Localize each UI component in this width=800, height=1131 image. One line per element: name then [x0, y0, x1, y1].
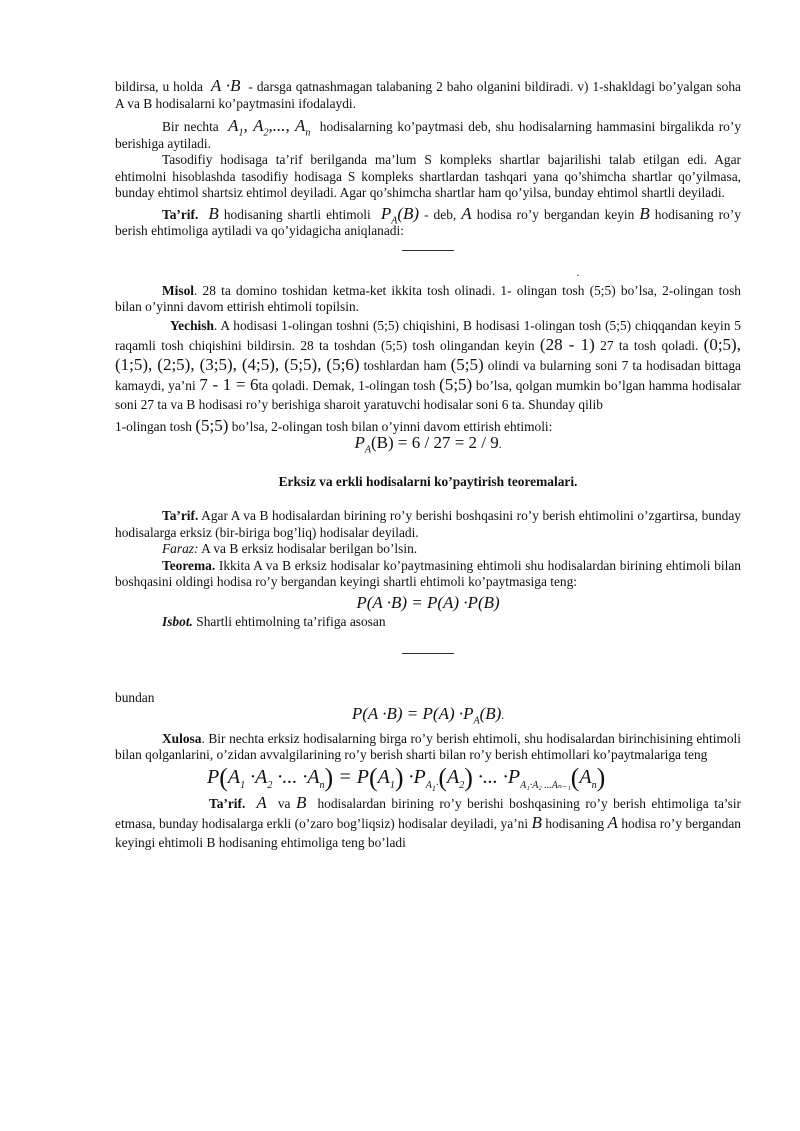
text: bildirsa, u holda [115, 79, 203, 94]
theorem-label: Teorema. [162, 557, 216, 573]
proof-label: Isbot. [162, 614, 193, 629]
formula-probability-result: $P_A(B) = 6 / 27 = 2 / 9$. [354, 433, 502, 456]
text: Ikkita A va B erksiz hodisalar ko’paytmasining ehtimoli shu hodisalardan birining ehtimoli bilan boshqasini oldingi hodisa ro’y bergandan keyingi shartli ehtimoli ko’paytmasiga teng: [115, 557, 741, 589]
text: Bir nechta [162, 119, 219, 134]
text: . 28 ta domino toshidan ketma-ket ikkita tosh olinadi. 1- olingan tosh (5;5) bo’lsa, 2-olingan tosh bilan o’yinni davom ettirish ehtimoli topilsin. [115, 282, 741, 314]
formula-events-list: $A_1$, $A_2$,..., $A_n$ [228, 116, 311, 139]
paragraph-assumption [115, 541, 741, 558]
text: hodisa ro’y bergandan keyin [476, 206, 635, 222]
formula-domino-list: (0;5), (1;5), (2;5), (3;5), (4;5), (5;5), (5;6) [115, 334, 741, 374]
fraction-placeholder-rule [402, 250, 454, 251]
formula-b: B [296, 792, 307, 812]
text: Agar A va B hodisalardan birining ro’y berishi boshqasini ro’y berish ehtimolini o’zgartirsa, bunday hodisalarga erksiz (bir-biriga bog’liq) hodisalar deyiladi. [115, 508, 741, 540]
paragraph-conclusion [115, 731, 741, 764]
paragraph-example [115, 283, 741, 316]
paragraph-conditional-definition [115, 203, 741, 240]
formula-b: B [639, 203, 650, 223]
formula-28-minus-1: (28 - 1) [539, 334, 595, 354]
paragraph-dependent-definition [115, 508, 741, 541]
formula-a: A [607, 812, 618, 832]
text: va [277, 795, 291, 811]
text: hodisaning shartli ehtimoli [223, 206, 371, 222]
paragraph-conditions: Tasodifiy hodisaga ta’rif berilganda ma’lum S kompleks shartlar bajarilishi talab etilgan edi. Agar ehtimolni hisoblashda tasodifiy hodisaga S kompleks shartlardan tashqari yana qo’shimcha shartlar qo’yilmasa, bunday ehtimol shartsiz ehtimol deyiladi. Agar qo’shimcha shartlar ham qo’yilsa, bunday ehtimol shartli deyiladi. [115, 152, 741, 200]
text: olindi va bularning soni 7 ta hodisadan bittaga kamaydi, ya’ni [115, 357, 741, 393]
text: bo’lsa, 2-olingan tosh bilan o’yinni davom ettirish ehtimoli: [231, 418, 553, 434]
definition-label: Ta’rif. [162, 508, 199, 523]
paragraph-intro [115, 78, 741, 112]
example-label: Misol [162, 282, 194, 298]
conclusion-label: Xulosa [162, 730, 202, 746]
text: A va B erksiz hodisalar berilgan bo’lsin. [201, 541, 418, 556]
paragraph-proof [115, 614, 741, 631]
fraction-placeholder-rule [402, 653, 454, 654]
section-heading: Erksiz va erkli hodisalarni ko’paytirish teoremalari. [278, 473, 578, 489]
formula-pa-b: $P_A(B)$ [380, 203, 420, 226]
text: 1-olingan tosh [115, 418, 192, 434]
formula-a-dot-b: A ·B [210, 76, 241, 95]
formula-product-rule: P(A ·B) = P(A) ·P(B) [356, 592, 500, 612]
text: Shartli ehtimolning ta’rifiga asosan [196, 614, 386, 629]
paragraph-hence: bundan [115, 689, 155, 705]
text: - darsga qatnashmagan talabaning 2 baho olganini bildiradi. v) 1-shakldagi bo’yalgan soha A va B hodisalarni ko’paytmasini ifodalaydi. [115, 79, 741, 111]
text: toshlardan ham [363, 357, 447, 373]
formula-a: A [461, 203, 472, 223]
formula-5-5: (5;5) [439, 374, 473, 394]
document-page [115, 78, 741, 852]
text: 27 ta tosh qoladi. [600, 337, 699, 353]
paragraph-product-definition [115, 118, 741, 152]
text: bo’lsa, qolgan mumkin bo’lgan hamma hodisalar soni 27 ta va B hodisasi ro’y berishiga sharoit yaratuvchi hodisalar soni 6 ta. Shunday qilib [115, 377, 741, 412]
formula-dot: . [576, 264, 580, 279]
text: hodisalarning ko’paytmasi deb, shu hodisalarning hammasini birgalikda ro’y berishiga aytiladi. [115, 119, 742, 151]
definition-label: Ta’rif. [209, 795, 246, 811]
formula-7-minus-1: 7 - 1 = 6 [199, 374, 259, 394]
paragraph-solution [115, 316, 741, 414]
formula-5-5: (5;5) [450, 354, 484, 374]
formula-general-product: $P(A_1 \cdot A_2$ ·... $\cdot A_n) = P(A_1) \cdot P_{A_1\cdot}(A_2)$ ·... $\cdot P_{A_1\cdot A_2 ...A_{n-1}}(A_n)$ [207, 762, 606, 793]
text: . Bir nechta erksiz hodisalarning birga ro’y berish ehtimoli, shu hodisalardan birinchisining ehtimoli bilan qolganlarini, o’zidan avvalgilarining ro’y berish sharti bilan ro’y berish ehtimollari ko’paytmalariga teng [115, 730, 741, 762]
text: hodisaning [545, 815, 605, 831]
text: . A hodisasi 1-olingan toshni (5;5) chiqishini, B hodisasi 1-olingan tosh (5;5) chiqqandan keyin 5 raqamli tosh chiqishini bildirsin. 28 ta toshdan (5;5) tosh olingandan keyin [115, 317, 741, 353]
text: hodisalardan birining ro’y berishi boshqasining ro’y berish ehtimoliga ta’sir etmasa, bunday hodisalarga erkli (o’zaro bog’liqsiz) hodisalar deyiladi, ya’ni [115, 795, 741, 831]
paragraph-independent-definition [115, 793, 741, 852]
text: hodisaning ro’y berish ehtimoliga aytiladi va qo’yidagicha aniqlanadi: [115, 206, 741, 238]
text: ta qoladi. Demak, 1-olingan tosh [258, 377, 436, 393]
formula-b: B [208, 203, 219, 223]
solution-label: Yechish [170, 317, 214, 333]
paragraph-theorem [115, 558, 741, 591]
text: hodisa ro’y bergandan keyingi ehtimoli B hodisaning ehtimoliga teng bo’ladi [115, 815, 741, 850]
formula-5-5: (5;5) [195, 415, 229, 435]
formula-product-rule-conditional: $P(A \cdot B) = P(A) \cdot P_A(B)$. [351, 704, 505, 727]
text: - deb, [424, 206, 457, 222]
formula-a: A [256, 792, 267, 812]
definition-label: Ta’rif. [162, 206, 199, 222]
formula-b: B [531, 812, 542, 832]
assumption-label: Faraz: [162, 541, 199, 556]
